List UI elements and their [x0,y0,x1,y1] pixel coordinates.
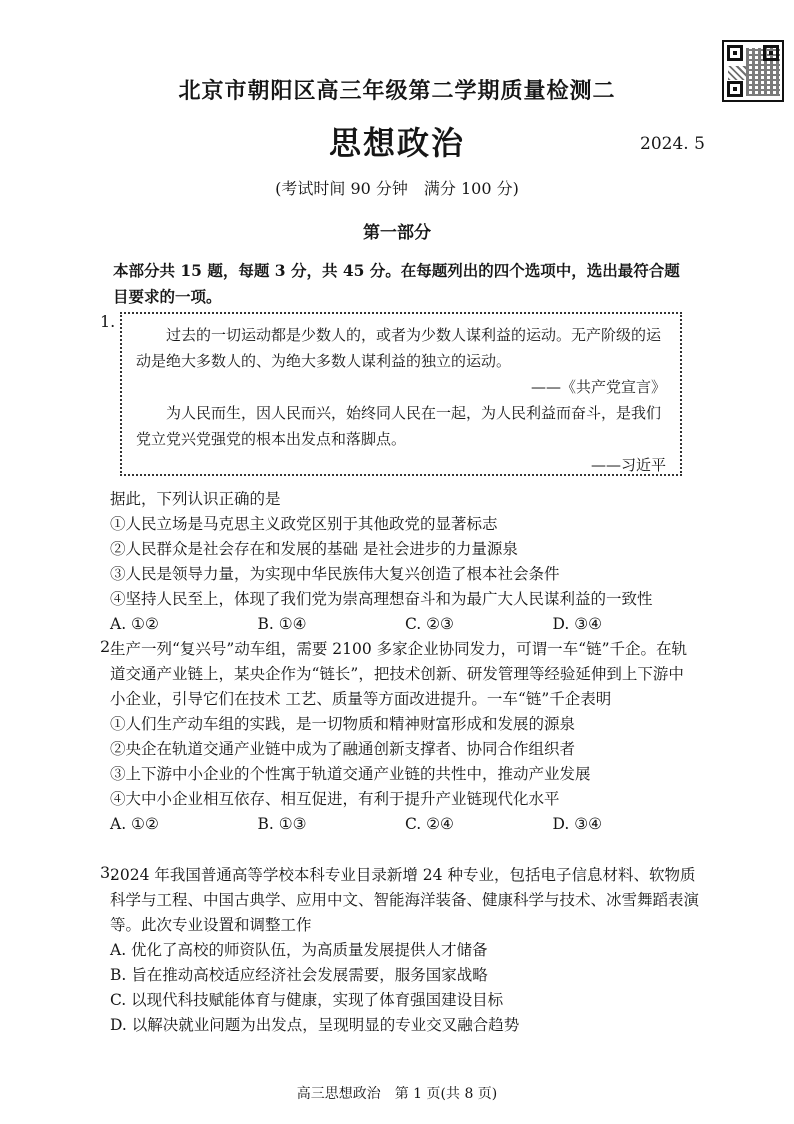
quote-1-source: ——《共产党宣言》 [530,378,666,396]
question-1-item: ①人民立场是马克思主义政党区别于其他政党的显著标志 [110,515,498,533]
page-footer: 高三思想政治 第 1 页(共 8 页) [296,1086,498,1102]
question-1-quote-box [120,312,682,476]
option-b[interactable]: B. ①③ [257,815,307,833]
exam-title: 北京市朝阳区高三年级第二学期质量检测二 [178,78,616,104]
exam-info: (考试时间 90 分钟 满分 100 分) [275,179,519,198]
question-2-item: ②央企在轨道交通产业链中成为了融通创新支撑者、协同合作组织者 [110,740,576,758]
question-3-number: 3. [100,863,116,882]
option-a[interactable]: A. ①② [110,815,159,833]
quote-1-text: 过去的一切运动都是少数人的，或者为少数人谋利益的运动。无产阶级的运动是绝大多数人的、为绝大多数人谋利益的独立的运动。 [136,326,662,370]
question-2-item: ③上下游中小企业的个性寓于轨道交通产业链的共性中，推动产业发展 [110,765,591,783]
option-a[interactable]: A. ①② [110,615,159,633]
question-3-stem-line: 等。此次专业设置和调整工作 [110,916,312,934]
option-d[interactable]: D. ③④ [552,615,603,633]
option-c[interactable]: C. ②④ [405,815,454,833]
question-2-stem-line: 小企业，引导它们在技术 工艺、质量等方面改进提升。一车“链”千企表明 [110,690,612,708]
question-2-options [110,812,700,837]
question-2-stem-line: 生产一列“复兴号”动车组，需要 2100 多家企业协同发力，可谓一车“链”千企。在轨 [110,640,687,658]
question-1-options [110,612,700,637]
question-2-stem-line: 道交通产业链上，某央企作为“链长”，把技术创新、研发管理等经验延伸到上下游中 [110,665,684,683]
option-b[interactable]: B. ①④ [257,615,307,633]
question-1-stem: 据此，下列认识正确的是 [110,490,281,508]
question-2-body [110,637,700,837]
question-1-item: ④坚持人民至上，体现了我们党为崇高理想奋斗和为最广大人民谋利益的一致性 [110,590,653,608]
question-1-body [110,487,700,637]
question-1-item: ③人民是领导力量，为实现中华民族伟大复兴创造了根本社会条件 [110,565,560,583]
option-d[interactable]: D. 以解决就业问题为出发点，呈现明显的专业交叉融合趋势 [110,1016,520,1034]
question-2-number: 2. [100,637,116,656]
option-c[interactable]: C. ②③ [405,615,454,633]
option-a[interactable]: A. 优化了高校的师资队伍，为高质量发展提供人才储备 [110,941,488,959]
qr-finder-top-left [727,45,743,61]
question-1-item: ②人民群众是社会存在和发展的基础 是社会进步的力量源泉 [110,540,518,558]
option-b[interactable]: B. 旨在推动高校适应经济社会发展需要，服务国家战略 [110,966,488,984]
option-c[interactable]: C. 以现代科技赋能体育与健康，实现了体育强国建设目标 [110,991,504,1009]
quote-2-text: 为人民而生，因人民而兴，始终同人民在一起，为人民利益而奋斗，是我们党立党兴党强党的根本出发点和落脚点。 [136,404,662,448]
question-1-number: 1. [100,312,116,331]
question-3-stem-line: 科学与工程、中国古典学、应用中文、智能海洋装备、健康科学与技术、冰雪舞蹈表演 [110,891,700,909]
subject-title: 思想政治 [328,124,465,162]
question-3-body [110,863,700,1038]
exam-date: 2024. 5 [640,134,705,154]
part-instructions: 本部分共 15 题，每题 3 分，共 45 分。在每题列出的四个选项中，选出最符合题目要求的一项。 [113,261,680,306]
quote-2-source: ——习近平 [590,456,666,474]
question-2-item: ①人们生产动车组的实践，是一切物质和精神财富形成和发展的源泉 [110,715,576,733]
part-title: 第一部分 [363,223,431,243]
question-3-stem-line: 2024 年我国普通高等学校本科专业目录新增 24 种专业，包括电子信息材料、软物质 [110,866,696,884]
option-d[interactable]: D. ③④ [552,815,603,833]
question-2-item: ④大中小企业相互依存、相互促进，有利于提升产业链现代化水平 [110,790,560,808]
